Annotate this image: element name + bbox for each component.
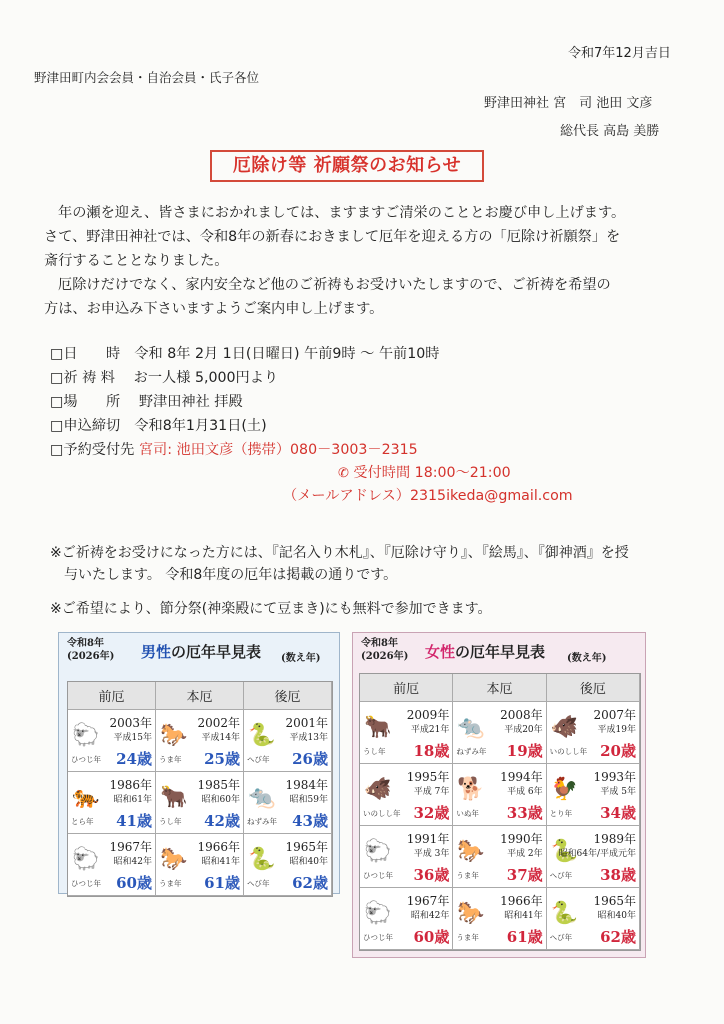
detail-hours bbox=[338, 462, 511, 485]
female-table-note: (数え年) bbox=[567, 653, 607, 664]
body-line-2: さて、野津田神社では、令和8年の新春におきまして厄年を迎える方の「厄除け祈願祭」を bbox=[44, 229, 621, 245]
kazoe-age: 19歳 bbox=[506, 742, 543, 760]
kazoe-age: 41歳 bbox=[116, 812, 152, 830]
column-header: 後厄 bbox=[547, 674, 640, 702]
zodiac-name: いのしし年 bbox=[549, 747, 588, 756]
era-year: 平成14年 bbox=[201, 733, 240, 743]
zodiac-animal-icon: 🐎 bbox=[457, 839, 485, 864]
male-table-title bbox=[141, 641, 261, 662]
era-year: 平成15年 bbox=[113, 733, 152, 743]
yakudoshi-cell bbox=[68, 710, 156, 772]
kazoe-age: 61歳 bbox=[506, 928, 543, 946]
kazoe-age: 62歳 bbox=[600, 928, 636, 946]
kazoe-age: 24歳 bbox=[116, 750, 152, 768]
era-year: 平成 3年 bbox=[413, 849, 450, 859]
zodiac-animal-icon: 🐍 bbox=[550, 839, 579, 864]
era-year: 平成13年 bbox=[289, 733, 328, 743]
yakudoshi-cell bbox=[360, 702, 453, 764]
birth-year: 1966年 bbox=[197, 840, 240, 854]
birth-year: 1990年 bbox=[500, 832, 543, 846]
male-title-em: 男性 bbox=[141, 643, 172, 661]
kazoe-age: 18歳 bbox=[413, 742, 450, 760]
body-line-3: 斎行することとなりました。 bbox=[44, 253, 229, 269]
kazoe-age: 32歳 bbox=[413, 804, 450, 822]
zodiac-animal-icon: 🐅 bbox=[72, 785, 100, 810]
birth-year: 1995年 bbox=[406, 770, 450, 784]
detail-place: □場 所 野津田神社 拝殿 bbox=[50, 394, 243, 410]
zodiac-name: ねずみ年 bbox=[456, 747, 487, 756]
kazoe-age: 38歳 bbox=[600, 866, 636, 884]
era-year: 平成 6年 bbox=[507, 787, 543, 797]
era-year: 平成20年 bbox=[504, 725, 543, 735]
zodiac-name: いぬ年 bbox=[456, 809, 479, 818]
kazoe-age: 60歳 bbox=[116, 874, 152, 892]
kazoe-age: 60歳 bbox=[413, 928, 450, 946]
zodiac-name: うま年 bbox=[159, 755, 182, 764]
notice-body bbox=[44, 201, 674, 321]
kazoe-age: 61歳 bbox=[204, 874, 240, 892]
yakudoshi-cell bbox=[453, 764, 546, 826]
zodiac-name: うま年 bbox=[159, 879, 182, 888]
detail-date: □日 時 令和 8年 2月 1日(日曜日) 午前9時 ～ 午前10時 bbox=[50, 346, 440, 362]
yakudoshi-cell bbox=[453, 888, 546, 950]
zodiac-name: へび年 bbox=[247, 755, 270, 764]
birth-year: 1967年 bbox=[406, 894, 450, 908]
birth-year: 1993年 bbox=[593, 770, 636, 784]
phone-icon: ✆ bbox=[338, 466, 349, 481]
zodiac-animal-icon: 🐀 bbox=[457, 715, 485, 740]
yakudoshi-cell bbox=[244, 772, 332, 834]
body-line-5: 方は、お申込み下さいますようご案内申し上げます。 bbox=[44, 301, 384, 317]
sender-priest: 野津田神社 宮 司 池田 文彦 bbox=[484, 96, 653, 111]
column-header: 前厄 bbox=[360, 674, 453, 702]
female-title-rest: の厄年早見表 bbox=[455, 643, 546, 661]
female-year-label: 令和8年 bbox=[361, 638, 398, 649]
birth-year: 1965年 bbox=[285, 840, 328, 854]
yakudoshi-cell bbox=[547, 888, 640, 950]
kazoe-age: 20歳 bbox=[600, 742, 636, 760]
zodiac-name: とら年 bbox=[71, 817, 94, 826]
kazoe-age: 34歳 bbox=[600, 804, 636, 822]
sender-representative: 総代長 高島 美勝 bbox=[560, 124, 660, 139]
kazoe-age: 42歳 bbox=[204, 812, 240, 830]
body-line-1: 年の瀬を迎え、皆さまにおかれましては、ますますご清栄のこととお慶び申し上げます。 bbox=[58, 205, 626, 221]
hours-text: 受付時間 18:00～21:00 bbox=[353, 465, 511, 481]
female-table-title bbox=[425, 641, 545, 662]
female-yakudoshi-table bbox=[352, 632, 646, 958]
zodiac-animal-icon: 🐎 bbox=[160, 847, 188, 872]
note-1 bbox=[50, 542, 680, 586]
contact-phone[interactable]: 宮司: 池田文彦（携帯）080－3003－2315 bbox=[138, 442, 418, 458]
zodiac-name: ひつじ年 bbox=[363, 933, 393, 942]
yakudoshi-cell bbox=[360, 826, 453, 888]
column-header: 前厄 bbox=[68, 682, 156, 710]
zodiac-animal-icon: 🐓 bbox=[550, 777, 579, 802]
male-year-label: 令和8年 bbox=[67, 638, 104, 649]
contact-email[interactable]: （メールアドレス）2315ikeda@gmail.com bbox=[283, 488, 573, 504]
detail-deadline: □申込締切 令和8年1月31日(土) bbox=[50, 418, 267, 434]
notice-title: 厄除け等 祈願祭のお知らせ bbox=[210, 150, 484, 182]
yakudoshi-cell bbox=[453, 826, 546, 888]
birth-year: 1965年 bbox=[593, 894, 636, 908]
birth-year: 1984年 bbox=[285, 778, 328, 792]
zodiac-name: へび年 bbox=[549, 871, 573, 880]
era-year: 昭和42年 bbox=[113, 857, 152, 867]
zodiac-animal-icon: 🐂 bbox=[160, 785, 188, 810]
kazoe-age: 26歳 bbox=[292, 750, 328, 768]
yakudoshi-cell bbox=[68, 772, 156, 834]
female-year-paren: (2026年) bbox=[361, 651, 409, 662]
male-table-grid bbox=[67, 681, 333, 897]
birth-year: 1967年 bbox=[109, 840, 152, 854]
yakudoshi-cell bbox=[156, 834, 244, 896]
era-year: 平成19年 bbox=[597, 725, 636, 735]
male-table-note: (数え年) bbox=[281, 653, 321, 664]
birth-year: 1986年 bbox=[109, 778, 152, 792]
birth-year: 2008年 bbox=[500, 708, 543, 722]
recipients: 野津田町内会会員・自治会員・氏子各位 bbox=[34, 70, 260, 85]
yakudoshi-cell bbox=[547, 764, 640, 826]
zodiac-animal-icon: 🐍 bbox=[248, 847, 276, 872]
era-year: 平成21年 bbox=[410, 725, 450, 735]
detail-contact bbox=[50, 439, 418, 461]
birth-year: 1989年 bbox=[593, 832, 636, 846]
era-year: 昭和41年 bbox=[504, 911, 543, 921]
female-table-year bbox=[361, 637, 408, 663]
era-year: 平成 5年 bbox=[600, 787, 636, 797]
yakudoshi-cell bbox=[244, 710, 332, 772]
zodiac-animal-icon: 🐀 bbox=[248, 785, 276, 810]
detail-fee: □祈 祷 料 お一人様 5,000円より bbox=[50, 370, 279, 386]
male-title-rest: の厄年早見表 bbox=[171, 643, 262, 661]
male-table-year bbox=[67, 637, 114, 663]
zodiac-animal-icon: 🐗 bbox=[550, 715, 579, 740]
zodiac-name: うし年 bbox=[159, 817, 182, 826]
era-year: 昭和64年/平成元年 bbox=[558, 849, 636, 859]
kazoe-age: 62歳 bbox=[292, 874, 328, 892]
yakudoshi-cell bbox=[360, 888, 453, 950]
era-year: 昭和40年 bbox=[289, 857, 328, 867]
birth-year: 1994年 bbox=[500, 770, 543, 784]
zodiac-name: うま年 bbox=[456, 871, 479, 880]
yakudoshi-cell bbox=[547, 826, 640, 888]
zodiac-name: うし年 bbox=[363, 747, 386, 756]
column-header: 本厄 bbox=[453, 674, 546, 702]
yakudoshi-cell bbox=[547, 702, 640, 764]
zodiac-name: へび年 bbox=[549, 933, 573, 942]
zodiac-animal-icon: 🐍 bbox=[248, 723, 276, 748]
birth-year: 2003年 bbox=[109, 716, 152, 730]
kazoe-age: 33歳 bbox=[506, 804, 543, 822]
contact-label: □予約受付先 bbox=[50, 442, 135, 458]
yakudoshi-cell bbox=[244, 834, 332, 896]
note-2: ※ご希望により、節分祭(神楽殿にて豆まき)にも無料で参加できます。 bbox=[50, 601, 492, 617]
yakudoshi-cell bbox=[68, 834, 156, 896]
birth-year: 2002年 bbox=[197, 716, 240, 730]
birth-year: 2009年 bbox=[406, 708, 450, 722]
kazoe-age: 25歳 bbox=[204, 750, 240, 768]
zodiac-animal-icon: 🐗 bbox=[364, 777, 392, 802]
zodiac-name: ひつじ年 bbox=[71, 755, 101, 764]
zodiac-animal-icon: 🐎 bbox=[160, 723, 188, 748]
kazoe-age: 37歳 bbox=[506, 866, 543, 884]
zodiac-animal-icon: 🐎 bbox=[457, 901, 485, 926]
zodiac-animal-icon: 🐑 bbox=[72, 723, 100, 748]
era-year: 昭和40年 bbox=[597, 911, 636, 921]
zodiac-animal-icon: 🐕 bbox=[457, 777, 485, 802]
zodiac-animal-icon: 🐑 bbox=[364, 901, 392, 926]
era-year: 昭和42年 bbox=[410, 911, 450, 921]
zodiac-name: へび年 bbox=[247, 879, 270, 888]
birth-year: 2007年 bbox=[593, 708, 636, 722]
zodiac-animal-icon: 🐍 bbox=[550, 901, 579, 926]
kazoe-age: 36歳 bbox=[413, 866, 450, 884]
zodiac-name: ねずみ年 bbox=[247, 817, 277, 826]
birth-year: 2001年 bbox=[285, 716, 328, 730]
male-year-paren: (2026年) bbox=[67, 651, 115, 662]
era-year: 平成 2年 bbox=[507, 849, 543, 859]
era-year: 昭和61年 bbox=[113, 795, 152, 805]
column-header: 後厄 bbox=[244, 682, 332, 710]
zodiac-name: ひつじ年 bbox=[71, 879, 101, 888]
zodiac-animal-icon: 🐑 bbox=[364, 839, 392, 864]
era-year: 昭和59年 bbox=[289, 795, 328, 805]
female-table-grid bbox=[359, 673, 641, 951]
kazoe-age: 43歳 bbox=[292, 812, 328, 830]
female-title-em: 女性 bbox=[425, 643, 456, 661]
zodiac-name: とり年 bbox=[549, 809, 573, 818]
yakudoshi-cell bbox=[156, 710, 244, 772]
yakudoshi-cell bbox=[360, 764, 453, 826]
yakudoshi-cell bbox=[453, 702, 546, 764]
issue-date: 令和7年12月吉日 bbox=[568, 46, 671, 61]
era-year: 平成 7年 bbox=[413, 787, 450, 797]
yakudoshi-cell bbox=[156, 772, 244, 834]
zodiac-name: ひつじ年 bbox=[363, 871, 393, 880]
era-year: 昭和41年 bbox=[201, 857, 240, 867]
era-year: 昭和60年 bbox=[201, 795, 240, 805]
male-yakudoshi-table bbox=[58, 632, 340, 894]
zodiac-animal-icon: 🐂 bbox=[364, 715, 392, 740]
birth-year: 1991年 bbox=[406, 832, 450, 846]
zodiac-animal-icon: 🐑 bbox=[72, 847, 100, 872]
note-1-line-2: 与いたします。 令和8年度の厄年は掲載の通りです。 bbox=[64, 567, 398, 583]
zodiac-name: うま年 bbox=[456, 933, 479, 942]
zodiac-name: いのしし年 bbox=[363, 809, 401, 818]
column-header: 本厄 bbox=[156, 682, 244, 710]
body-line-4: 厄除けだけでなく、家内安全など他のご祈祷もお受けいたしますので、ご祈祷を希望の bbox=[58, 277, 611, 293]
note-1-line-1: ※ご祈祷をお受けになった方には、『記名入り木札』、『厄除け守り』、『絵馬』、『御神酒』を授 bbox=[50, 545, 629, 561]
birth-year: 1985年 bbox=[197, 778, 240, 792]
birth-year: 1966年 bbox=[500, 894, 543, 908]
